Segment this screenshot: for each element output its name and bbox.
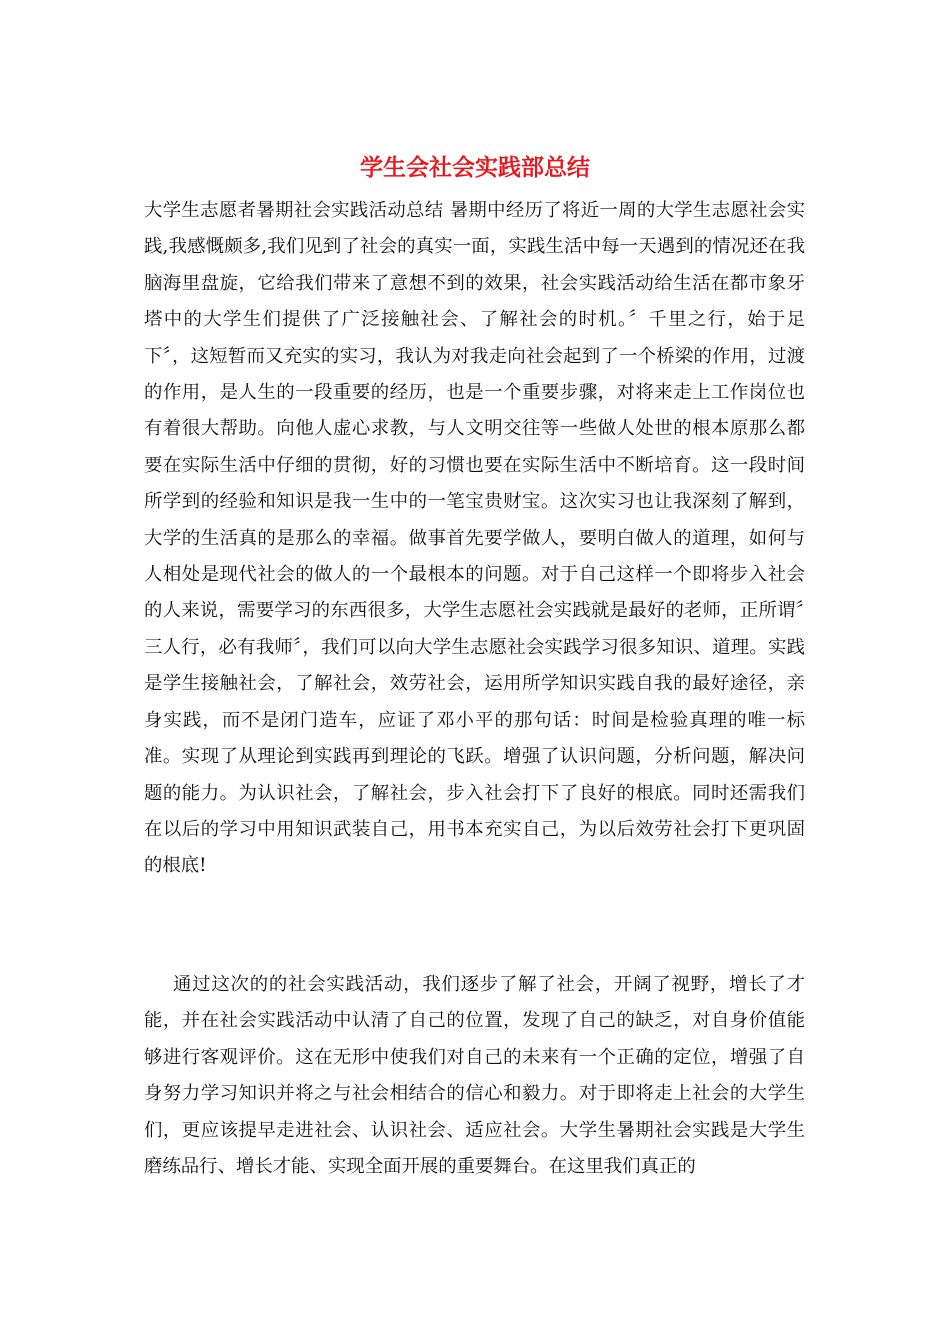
paragraph-1: 大学生志愿者暑期社会实践活动总结 暑期中经历了将近一周的大学生志愿社会实践,我感慨颇多,我们见到了社会的真实一面，实践生活中每一天遇到的情况还在我脑海里盘旋，它给我们带来了意想不到的效果，社会实践活动给生活在都市象牙塔中的大学生们提供了广泛接触社会、了解社会的时机。〞千里之行，始于足下〞，这短暂而又充实的实习，我认为对我走向社会起到了一个桥梁的作用，过渡的作用，是人生的一段重要的经历，也是一个重要步骤，对将来走上工作岗位也有着很大帮助。向他人虚心求教，与人文明交往等一些做人处世的根本原那么都要在实际生活中仔细的贯彻，好的习惯也要在实际生活中不断培育。这一段时间所学到的经验和知识是我一生中的一笔宝贵财宝。这次实习也让我深刻了解到，大学的生活真的是那么的幸福。做事首先要学做人，要明白做人的道理，如何与人相处是现代社会的做人的一个最根本的问题。对于自己这样一个即将步入社会的人来说，需要学习的东西很多，大学生志愿社会实践就是最好的老师，正所谓〞三人行，必有我师〞，我们可以向大学生志愿社会实践学习很多知识、道理。实践是学生接触社会，了解社会，效劳社会，运用所学知识实践自我的最好途径，亲身实践，而不是闭门造车，应证了邓小平的那句话：时间是检验真理的唯一标准。实现了从理论到实践再到理论的飞跃。增强了认识问题，分析问题，解决问题的能力。为认识社会，了解社会，步入社会打下了良好的根底。同时还需我们在以后的学习中用知识武装自己，用书本充实自己，为以后效劳社会打下更巩固的根底! (144, 200, 805, 877)
document-title: 学生会社会实践部总结 (360, 155, 590, 181)
paragraph-2: 通过这次的的社会实践活动，我们逐步了解了社会，开阔了视野，增长了才能，并在社会实践活动中认清了自己的位置，发现了自己的缺乏，对自身价值能够进行客观评价。这在无形中使我们对自己的未来有一个正确的定位，增强了自身努力学习知识并将之与社会相结合的信心和毅力。对于即将走上社会的大学生们，更应该提早走进社会、认识社会、适应社会。大学生暑期社会实践是大学生磨练品行、增长才能、实现全面开展的重要舞台。在这里我们真正的 (144, 974, 805, 1178)
